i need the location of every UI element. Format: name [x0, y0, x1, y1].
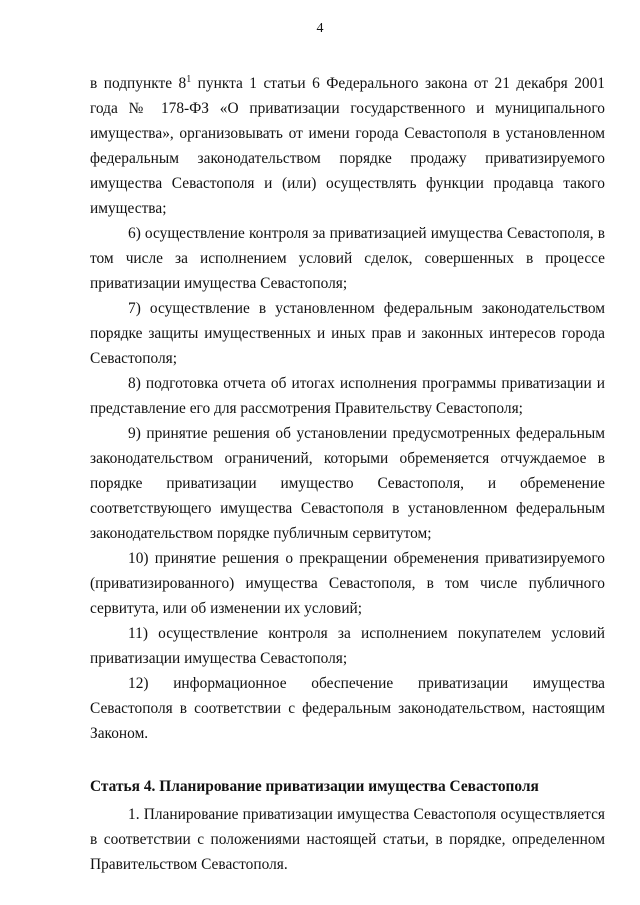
article-heading: Статья 4. Планирование приватизации имущества Севастополя: [90, 778, 539, 795]
continuation-paragraph: [90, 71, 605, 221]
document-body: [90, 71, 605, 877]
article-paragraph-1: 1. Планирование приватизации имущества Севастополя осуществляется в соответствии с положениями настоящей статьи, в порядке, определенном Правительством Севастополя.: [90, 806, 605, 873]
list-item-7: 7) осуществление в установленном федеральным законодательством порядке защиты имущественных и иных прав и законных интересов города Севастополя;: [90, 300, 605, 367]
list-item-6: 6) осуществление контроля за приватизацией имущества Севастополя, в том числе за исполнением условий сделок, совершенных в процессе приватизации имущества Севастополя;: [90, 225, 605, 292]
superscript-footnote: 1: [186, 74, 192, 85]
list-item-8: 8) подготовка отчета об итогах исполнения программы приватизации и представление его для рассмотрения Правительству Севастополя;: [90, 375, 605, 417]
list-item-12: 12) информационное обеспечение приватизации имущества Севастополя в соответствии с федеральным законодательством, настоящим Законом.: [90, 675, 605, 742]
continuation-text-start: в подпункте 8: [90, 75, 187, 92]
list-item-9: 9) принятие решения об установлении предусмотренных федеральным законодательством ограничений, которыми обременяется отчуждаемое в порядке приватизации имущество Севастополя, и обременение соответствующего имущества Севастополя в установленном федеральным законодательством порядке публичным сервитутом;: [90, 425, 605, 542]
continuation-text-end: пункта 1 статьи 6 Федерального закона от 21 декабря 2001 года № 178-ФЗ «О приватизации государственного и муниципального имущества», организовывать от имени города Севастополя в установленном федеральным законодательством порядке продажу приватизируемого имущества Севастополя и (или) осуществлять функции продавца такого имущества;: [90, 75, 605, 217]
list-item-10: 10) принятие решения о прекращении обременения приватизируемого (приватизированного) имущества Севастополя, в том числе публичного сервитута, или об изменении их условий;: [90, 550, 605, 617]
page-number: 4: [316, 21, 324, 36]
list-item-11: 11) осуществление контроля за исполнением покупателем условий приватизации имущества Севастополя;: [90, 625, 605, 667]
